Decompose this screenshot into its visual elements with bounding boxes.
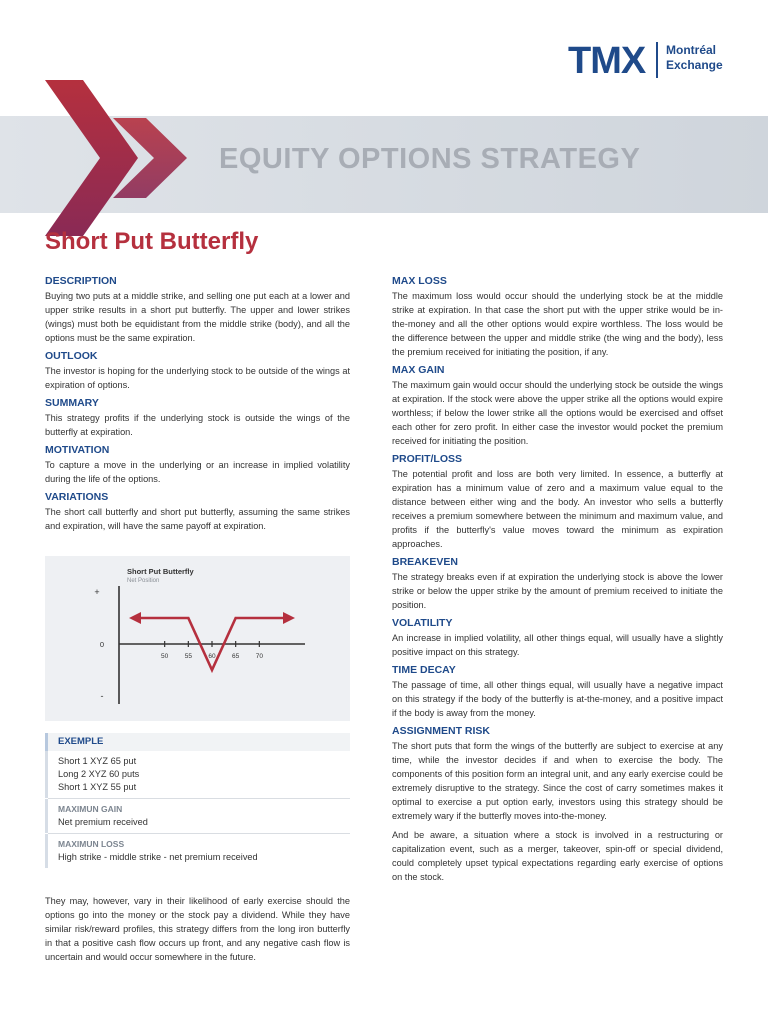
section-text: The strategy breaks even if at expiration the underlying stock is above the lower strike or below the upper strike by the amount of premium received to initiate the position.: [392, 572, 723, 610]
left-column: [45, 275, 350, 538]
x-tick-label: 65: [232, 653, 240, 660]
section-heading: OUTLOOK: [45, 350, 98, 362]
banner-title: EQUITY OPTIONS STRATEGY: [219, 143, 641, 175]
section-motivation: [45, 444, 350, 486]
x-tick-label: 60: [208, 653, 216, 660]
x-tick-label: 55: [184, 653, 192, 660]
payoff-arrowhead: [129, 612, 141, 624]
logo-name-line1: Montréal: [666, 43, 717, 57]
max-loss-label: MAXIMUN LOSS: [58, 839, 125, 849]
tmx-logo: [568, 20, 738, 90]
section-text: The maximum loss would occur should the underlying stock be at the middle strike at expiration. In that case the short put with the upper strike would be in-the-money and all the other options would expire worthless. The loss would be the difference between the upper and middle strike (the wing and the body), less the premium received for initiating the position, if any.: [392, 291, 723, 357]
section-text: The short call butterfly and short put butterfly, assuming the same strikes and expiration, will have the same payoff at expiration.: [45, 507, 350, 531]
section-text: This strategy profits if the underlying stock is outside the wings of the butterfly at expiration.: [45, 413, 350, 437]
section-time-decay: [392, 664, 723, 720]
example-positions: [45, 751, 350, 798]
section-text: The potential profit and loss are both very limited. In essence, a butterfly at expiration has a minimum value of zero and a maximum value equal to the distance between either wing and the body. An investor who sells a butterfly receives a premium somewhere between the minimum and maximum value, and profits if the butterfly's value moves toward the minimum as expiration approaches.: [392, 469, 723, 549]
logo-brand: TMX: [568, 40, 646, 82]
section-text: To capture a move in the underlying or an increase in implied volatility during the life of the options.: [45, 460, 350, 484]
section-heading: MOTIVATION: [45, 444, 110, 456]
section-heading: SUMMARY: [45, 397, 99, 409]
page-title: Short Put Butterfly: [45, 228, 259, 255]
payoff-chart-panel: [45, 556, 350, 721]
section-description: [45, 275, 350, 345]
section-breakeven: [392, 556, 723, 612]
section-heading: ASSIGNMENT RISK: [392, 725, 491, 737]
section-text: The maximum gain would occur should the underlying stock be outside the wings at expiration. If the stock were above the upper strike all the options would expire worthless; if below the lower strike all the options would be exercised and offset each other for zero profit. In either case the investor would pocket the premium received for initiating the position.: [392, 380, 723, 446]
example-max-loss: [45, 834, 350, 868]
right-column: [392, 275, 723, 889]
x-tick-label: 50: [161, 653, 169, 660]
section-heading: DESCRIPTION: [45, 275, 117, 287]
example-max-gain: [45, 799, 350, 833]
y-label-minus: -: [100, 691, 104, 701]
section-text: The investor is hoping for the underlying stock to be outside of the wings at expiration of options.: [45, 366, 350, 390]
section-text-2: And be aware, a situation where a stock is involved in a restructuring or capitalization event, such as a merger, takeover, spin-off or special dividend, could completely upset typical expectations regarding early exercise of options on the stock.: [392, 830, 723, 882]
section-max-gain: [392, 364, 723, 448]
section-profit-loss: [392, 453, 723, 551]
section-max-loss: [392, 275, 723, 359]
logo-divider: [656, 42, 658, 78]
max-gain-label: MAXIMUN GAIN: [58, 804, 123, 814]
section-text: The short puts that form the wings of the butterfly are subject to exercise at any time, while the investor decides if and when to exercise the body. The components of this position form an integral unit, and any early exercise could be extremely disruptive to the strategy. Since the cost of carry sometimes makes it optimal to exercise a put option early, investors using this strategy should be extremely wary if the butterfly moves into-the-money.: [392, 741, 723, 821]
example-line: Short 1 XYZ 65 put: [58, 756, 137, 766]
y-label-plus: +: [94, 587, 100, 597]
x-tick-label: 70: [255, 653, 263, 660]
y-label-zero: 0: [99, 640, 105, 649]
section-outlook: [45, 350, 350, 392]
section-heading: VARIATIONS: [45, 491, 109, 503]
chart-title: Short Put Butterfly: [127, 567, 194, 576]
continuation-text: They may, however, vary in their likelihood of early exercise should the options go into the money or the stock pay a dividend. While they have similar risk/reward profiles, this strategy differs from the long iron butterfly in that a positive cash flow occurs up front, and any negative cash flow is uncertain and would occur somewhere in the future.: [45, 896, 350, 962]
section-variations: [45, 491, 350, 533]
example-box: [45, 733, 350, 868]
section-summary: [45, 397, 350, 439]
chevron-arrows-graphic: [0, 80, 240, 240]
section-text: The passage of time, all other things equal, will usually have a negative impact on this strategy if the body of the butterfly is at-the-money, and a positive impact if the body is away from the money.: [392, 680, 723, 718]
logo-name-line2: Exchange: [666, 58, 723, 72]
section-heading: MAX LOSS: [392, 275, 447, 287]
max-loss-value: High strike - middle strike - net premium received: [58, 852, 258, 862]
example-heading: EXEMPLE: [45, 733, 350, 751]
section-text: Buying two puts at a middle strike, and selling one put each at a lower and upper strike results in a short put butterfly. The upper and lower strikes (wings) must both be equidistant from the middle strike (body), and all the options must be the same expiration.: [45, 291, 350, 343]
section-heading: MAX GAIN: [392, 364, 445, 376]
section-heading: VOLATILITY: [392, 617, 453, 629]
max-gain-value: Net premium received: [58, 817, 148, 827]
section-heading: BREAKEVEN: [392, 556, 458, 568]
chart-subtitle: Net Position: [127, 578, 160, 584]
section-heading: TIME DECAY: [392, 664, 456, 676]
example-line: Short 1 XYZ 55 put: [58, 782, 137, 792]
section-heading: PROFIT/LOSS: [392, 453, 463, 465]
example-line: Long 2 XYZ 60 puts: [58, 769, 140, 779]
section-text: An increase in implied volatility, all other things equal, will usually have a slightly positive impact on this strategy.: [392, 633, 723, 657]
section-volatility: [392, 617, 723, 659]
payoff-arrowhead: [283, 612, 295, 624]
section-assignment-risk: [392, 725, 723, 884]
logo-name: [666, 43, 723, 73]
payoff-chart: [45, 556, 350, 721]
